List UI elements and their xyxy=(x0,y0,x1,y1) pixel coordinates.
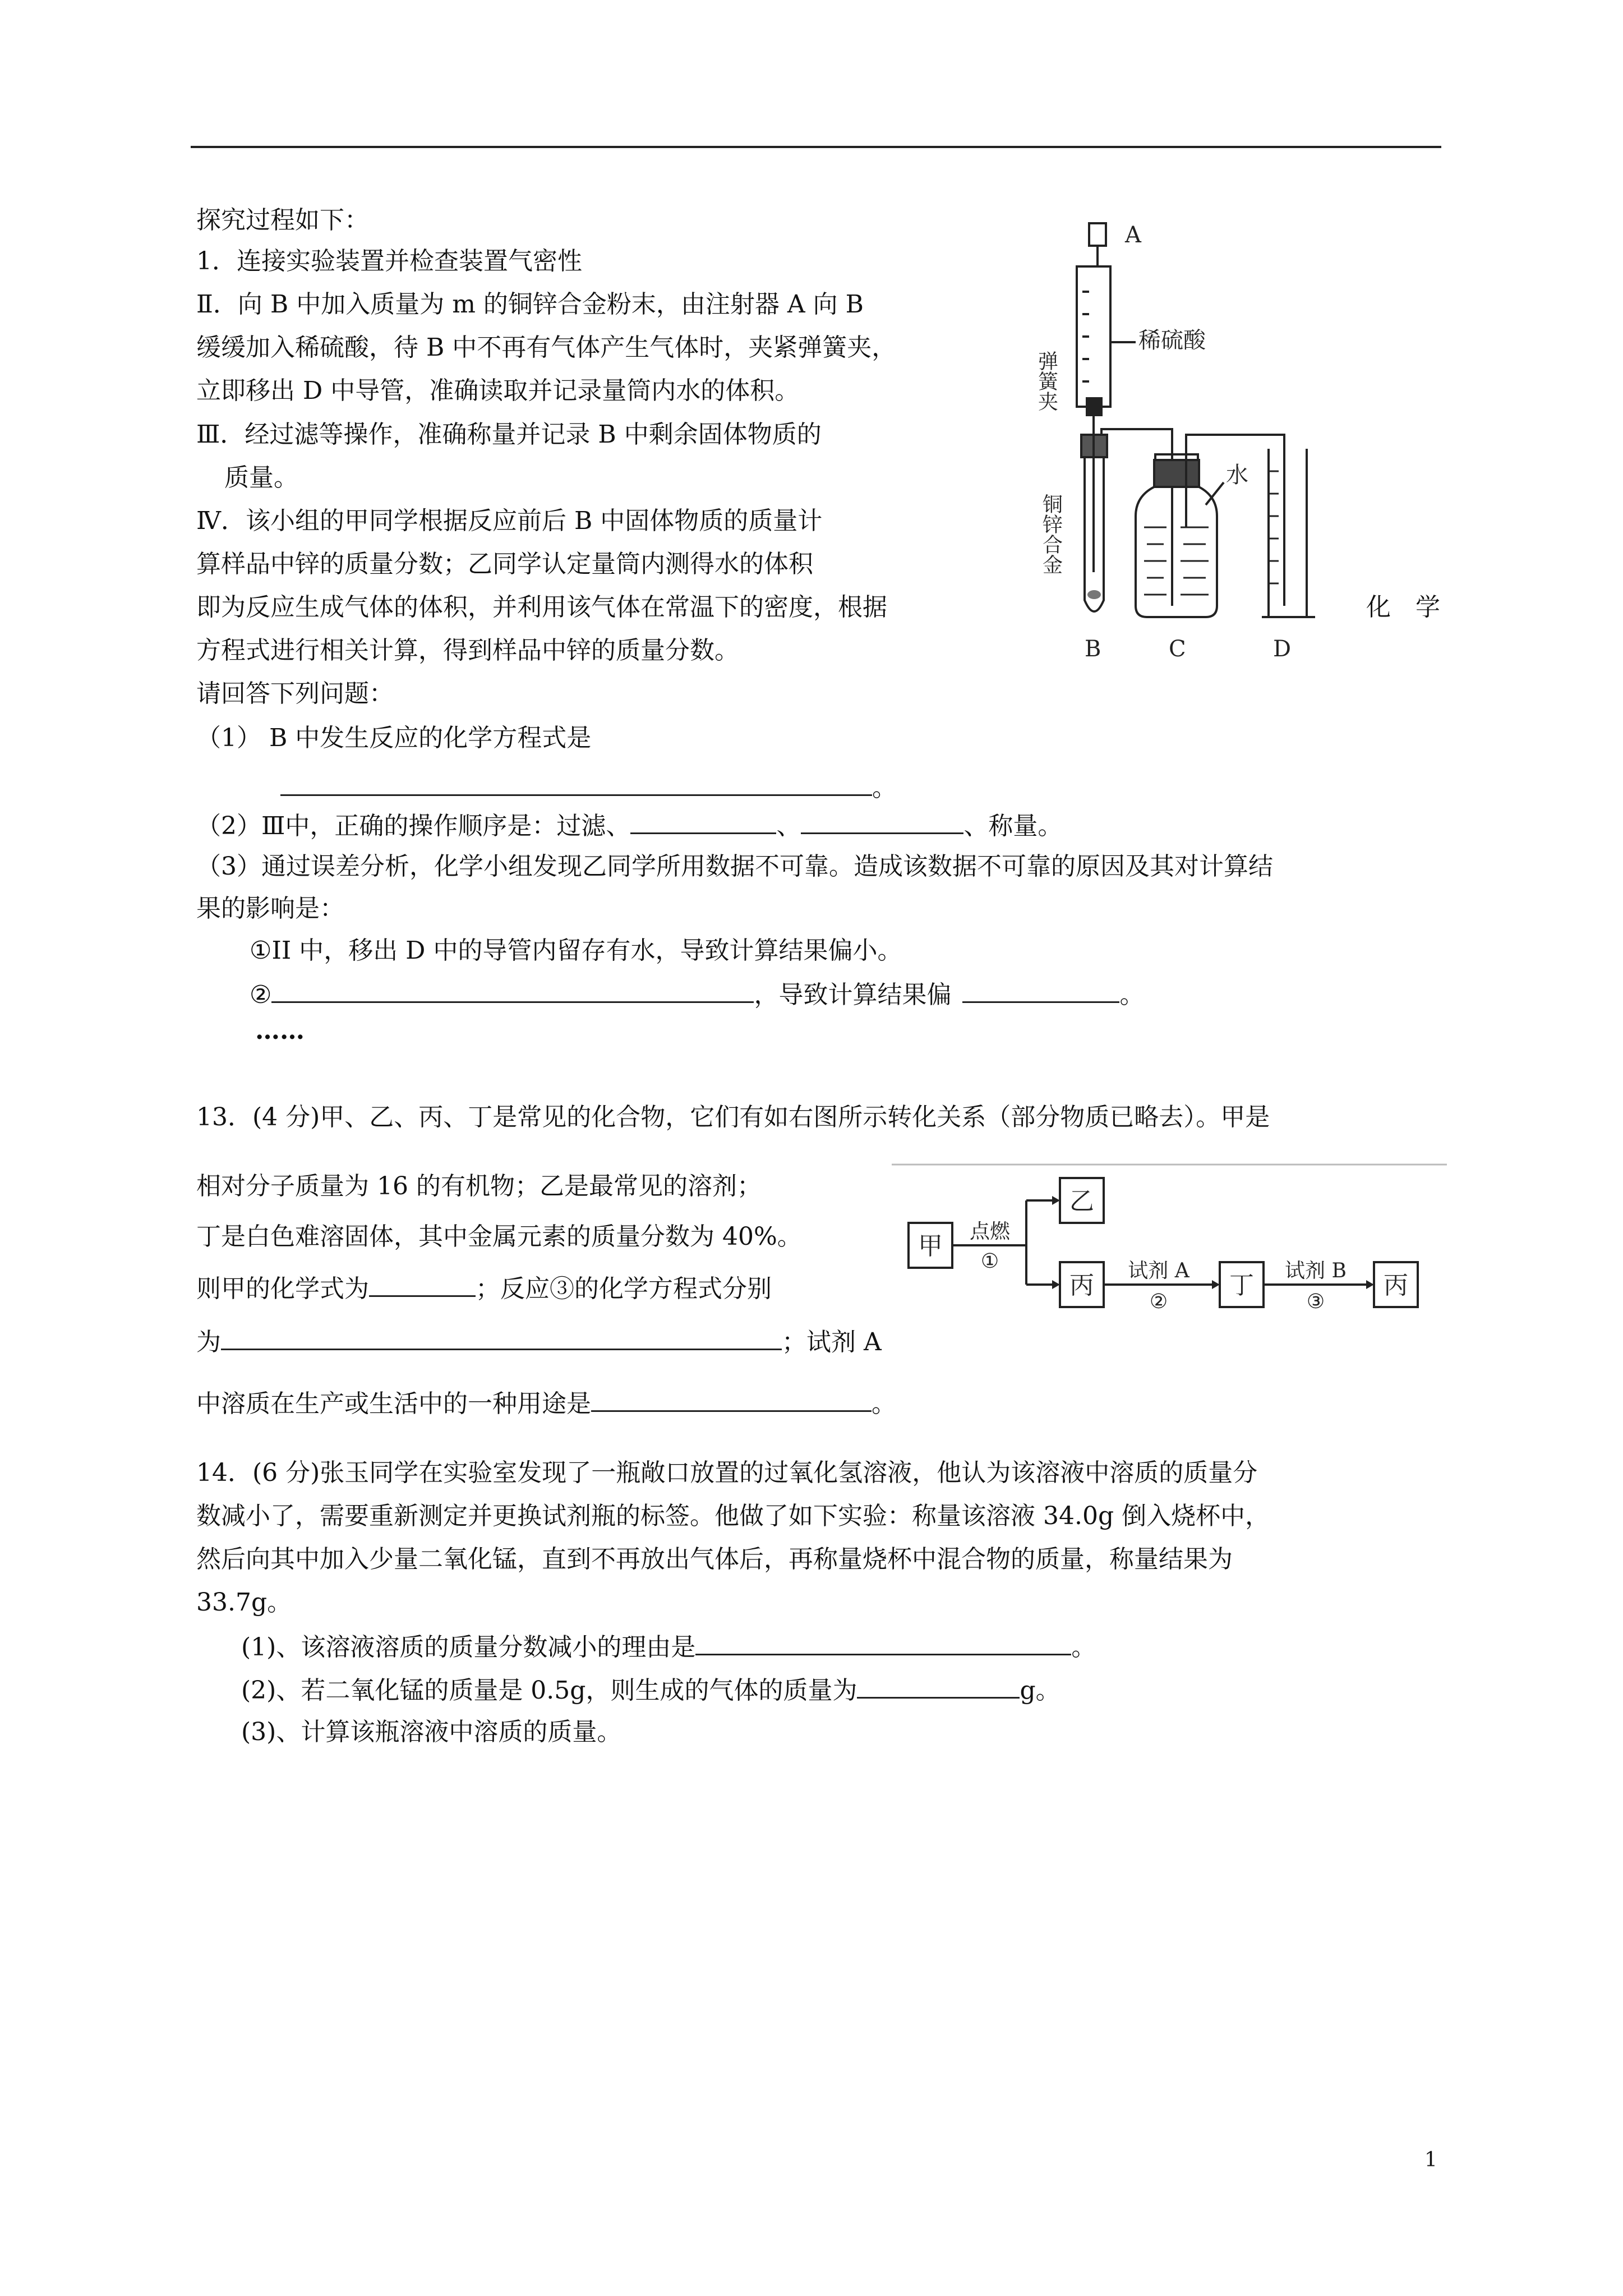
q12-sub2-text: （2）Ⅲ中，正确的操作顺序是：过滤、 xyxy=(196,812,631,840)
label-a: A xyxy=(1125,222,1141,248)
circle-2: ② xyxy=(250,981,272,1009)
answer-blank[interactable] xyxy=(695,1629,1071,1655)
label-c: C xyxy=(1169,636,1186,662)
reaction-2-number: ② xyxy=(1149,1290,1168,1313)
apparatus-figure xyxy=(1026,213,1340,662)
procedure-step-4-line-3-tail: 化 学 xyxy=(1366,593,1440,622)
page-number: 1 xyxy=(1424,2148,1437,2171)
procedure-heading: 探究过程如下： xyxy=(196,206,369,234)
period: 。 xyxy=(1119,981,1145,1009)
ellipsis: …… xyxy=(255,1016,305,1045)
q13-line-4 xyxy=(196,1271,772,1306)
q12-sub1: （1） B 中发生反应的化学方程式是 xyxy=(196,724,592,752)
answer-blank[interactable] xyxy=(221,1324,782,1350)
q14-sub-1 xyxy=(241,1629,1096,1664)
procedure-step-4-line-2: 算样品中锌的质量分数；乙同学认定量筒内测得水的体积 xyxy=(196,550,813,578)
procedure-step-3-line-1: Ⅲ．经过滤等操作，准确称量并记录 B 中剩余固体物质的 xyxy=(196,420,822,449)
reaction-1-condition: 点燃 xyxy=(969,1220,1011,1243)
label-cu-zn-alloy: 铜锌合金 xyxy=(1039,494,1063,574)
unit-g: g。 xyxy=(1020,1676,1061,1705)
label-spring-clamp: 弹簧夹 xyxy=(1035,351,1058,411)
procedure-step-4-line-1: Ⅳ．该小组的甲同学根据反应前后 B 中固体物质的质量计 xyxy=(196,507,823,535)
procedure-step-4-line-4: 方程式进行相关计算，得到样品中锌的质量分数。 xyxy=(196,636,739,665)
procedure-step-1: 1．连接实验装置并检查装置气密性 xyxy=(196,247,582,275)
reaction-3-number: ③ xyxy=(1306,1290,1325,1313)
answer-blank[interactable] xyxy=(962,977,1119,1003)
q12-sub1-answer-line xyxy=(280,770,897,805)
procedure-step-4-line-3: 即为反应生成气体的体积，并利用该气体在常温下的密度，根据 xyxy=(196,593,887,622)
period: 。 xyxy=(1071,1633,1096,1662)
procedure-step-2-line-1: Ⅱ．向 B 中加入质量为 m 的铜锌合金粉末，由注射器 A 向 B xyxy=(196,290,864,319)
bing-label: 丙 xyxy=(1069,1271,1094,1300)
bing-2-label: 丙 xyxy=(1384,1271,1408,1300)
answer-blank[interactable] xyxy=(369,1271,476,1297)
q12-item-1: ①II 中，移出 D 中的导管内留存有水，导致计算结果偏小。 xyxy=(250,936,902,965)
q12-sub2-end: 、称量。 xyxy=(963,812,1063,840)
q13-line-5-text: 为 xyxy=(196,1328,221,1356)
answer-blank[interactable] xyxy=(801,808,963,834)
q12-item-2 xyxy=(250,977,1144,1012)
procedure-step-3-line-2: 质量。 xyxy=(224,463,298,492)
procedure-step-2-line-3: 立即移出 D 中导管，准确读取并记录量筒内水的体积。 xyxy=(196,376,800,405)
yi-label: 乙 xyxy=(1069,1187,1094,1216)
syringe-barrel xyxy=(1077,266,1110,407)
bottle-c xyxy=(1136,487,1217,617)
conversion-flow-diagram xyxy=(892,1161,1447,1324)
q13-line-4-tail: ；反应③的化学方程式分别 xyxy=(476,1274,772,1303)
period: 。 xyxy=(872,774,897,802)
q13-line-5 xyxy=(196,1324,882,1359)
q12-sub3-line-2: 果的影响是： xyxy=(196,894,344,923)
answer-blank[interactable] xyxy=(591,1386,872,1412)
q13-line-3: 丁是白色难溶固体，其中金属元素的质量分数为 40%。 xyxy=(196,1222,802,1251)
label-water: 水 xyxy=(1226,462,1248,488)
q14-sub-3: (3)、计算该瓶溶液中溶质的质量。 xyxy=(241,1718,622,1746)
procedure-step-2-line-2: 缓缓加入稀硫酸，待 B 中不再有气体产生气体时，夹紧弹簧夹， xyxy=(196,333,897,362)
period: 。 xyxy=(872,1389,896,1418)
reaction-3-condition: 试剂 B xyxy=(1285,1259,1347,1282)
answer-blank[interactable] xyxy=(280,770,872,796)
measuring-cylinder-d xyxy=(1269,449,1307,617)
label-d: D xyxy=(1273,636,1292,662)
q12-sub3-line-1: （3）通过误差分析，化学小组发现乙同学所用数据不可靠。造成该数据不可靠的原因及其对计算结 xyxy=(196,852,1273,881)
spring-clamp xyxy=(1087,398,1101,415)
syringe-plunger-top xyxy=(1089,223,1106,246)
answer-blank[interactable] xyxy=(271,977,754,1003)
q13-line-1: 13．(4 分)甲、乙、丙、丁是常见的化合物，它们有如右图所示转化关系（部分物质已略去）。甲是 xyxy=(196,1103,1270,1131)
q13-line-6 xyxy=(196,1386,896,1421)
answer-blank[interactable] xyxy=(857,1672,1020,1699)
answer-blank[interactable] xyxy=(630,808,776,834)
q12-sub2 xyxy=(196,808,1062,843)
q14-line-1: 14．(6 分)张玉同学在实验室发现了一瓶敞口放置的过氧化氢溶液，他认为该溶液中溶质的质量分 xyxy=(196,1458,1258,1487)
jia-label: 甲 xyxy=(918,1232,943,1260)
label-dilute-acid: 稀硫酸 xyxy=(1138,328,1206,353)
q12-item-2-text: ，导致计算结果偏 xyxy=(754,981,952,1009)
q13-line-5-tail: ；试剂 A xyxy=(782,1328,882,1356)
ding-label: 丁 xyxy=(1229,1271,1254,1300)
reaction-1-number: ① xyxy=(980,1250,999,1273)
q14-sub-1-text: (1)、该溶液溶质的质量分数减小的理由是 xyxy=(241,1633,696,1662)
q14-line-2: 数减小了，需要重新测定并更换试剂瓶的标签。他做了如下实验：称量该溶液 34.0g 倒入烧杯中， xyxy=(196,1502,1270,1530)
label-b: B xyxy=(1085,636,1101,662)
questions-prompt: 请回答下列问题： xyxy=(196,679,394,708)
q14-sub-2 xyxy=(241,1672,1061,1708)
q14-line-4: 33.7g。 xyxy=(196,1588,292,1617)
q14-line-3: 然后向其中加入少量二氧化锰，直到不再放出气体后，再称量烧杯中混合物的质量，称量结果为 xyxy=(196,1545,1233,1573)
q14-sub-2-text: (2)、若二氧化锰的质量是 0.5g，则生成的气体的质量为 xyxy=(241,1676,857,1705)
q13-line-4-text: 则甲的化学式为 xyxy=(196,1274,369,1303)
q13-line-2: 相对分子质量为 16 的有机物；乙是最常见的溶剂； xyxy=(196,1172,762,1200)
separator: 、 xyxy=(776,812,801,840)
reaction-2-condition: 试剂 A xyxy=(1128,1259,1189,1282)
q13-line-6-text: 中溶质在生产或生活中的一种用途是 xyxy=(196,1389,591,1418)
header-rule xyxy=(191,146,1441,148)
